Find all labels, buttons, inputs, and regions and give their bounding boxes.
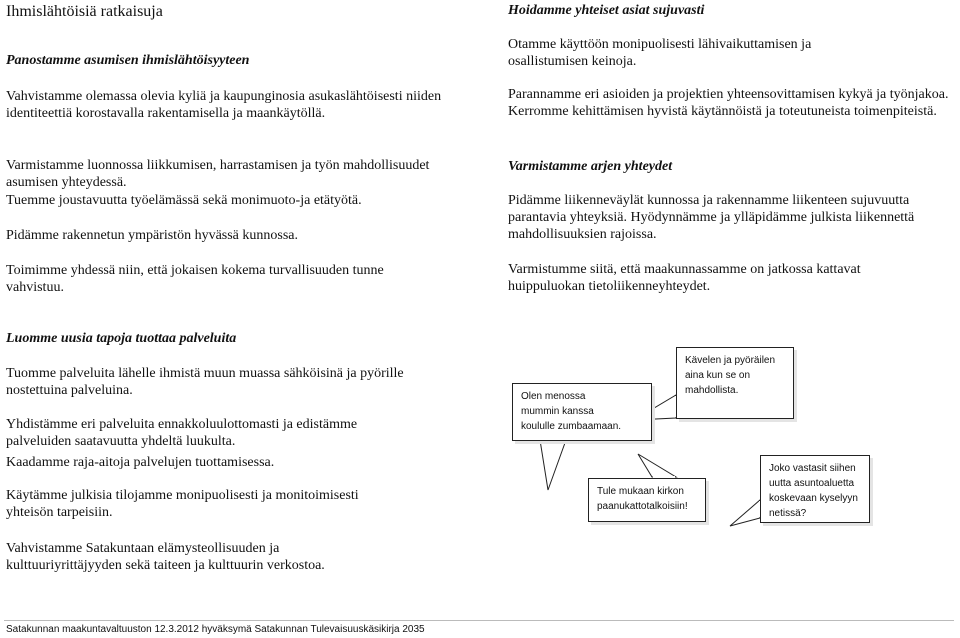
section-heading-connections: Varmistamme arjen yhteydet xyxy=(508,159,673,174)
speech-bubble-text: Tule mukaan kirkon paanukattotalkoisiin! xyxy=(597,486,688,512)
services-paragraph-1: Tuomme palveluita lähelle ihmistä muun muassa sähköisinä ja pyörille nostettuina palveluina. xyxy=(6,366,404,398)
speech-bubble-text: Olen menossa mummin kanssa koululle zumbaamaan. xyxy=(521,391,622,432)
speech-bubble-zumba xyxy=(512,383,652,441)
common-affairs-paragraph-1: Otamme käyttöön monipuolisesti lähivaikuttamisen ja osallistumisen keinoja. xyxy=(508,37,812,69)
speech-bubble-text: Kävelen ja pyöräilen aina kun se on mahdollista. xyxy=(685,355,776,396)
footer-divider xyxy=(4,620,954,621)
housing-paragraph-4: Pidämme rakennetun ympäristön hyvässä kunnossa. xyxy=(6,228,299,243)
services-paragraph-4: Käytämme julkisia tilojamme monipuolisesti ja monitoimisesti yhteisön tarpeisiin. xyxy=(6,488,359,520)
services-paragraph-5: Vahvistamme Satakuntaan elämysteollisuuden ja kulttuuriyrittäjyyden sekä taiteen ja kulttuurin verkostoa. xyxy=(6,541,325,573)
page-footer: Satakunnan maakuntavaltuuston 12.3.2012 hyväksymä Satakunnan Tulevaisuuskäsikirja 2035 xyxy=(6,624,425,635)
section-heading-common-affairs: Hoidamme yhteiset asiat sujuvasti xyxy=(508,3,705,18)
connections-paragraph-2: Varmistumme siitä, että maakunnassamme on jatkossa kattavat huippuluokan tietoliikenneyhteydet. xyxy=(508,262,861,294)
section-heading-services: Luomme uusia tapoja tuottaa palveluita xyxy=(6,331,237,346)
speech-bubble-text: Joko vastasit siihen uutta asuntoaluetta koskevaan kyselyyn netissä? xyxy=(769,463,858,519)
connections-paragraph-1: Pidämme liikenneväylät kunnossa ja rakennamme liikenteen sujuvuutta parantavia yhteyksiä. Hyödynnämme ja ylläpidämme julkista liikennettä mahdollisuuksien rajoissa. xyxy=(508,193,915,242)
housing-paragraph-2: Varmistamme luonnossa liikkumisen, harrastamisen ja työn mahdollisuudet asumisen yhteydessä. xyxy=(6,158,430,190)
speech-bubble-walking xyxy=(676,347,794,419)
speech-bubble-church xyxy=(588,478,706,522)
common-affairs-paragraph-2: Parannamme eri asioiden ja projektien yhteensovittamisen kykyä ja työnjakoa. Kerromme kehittämisen hyvistä käytännöistä ja toteutuneista toimenpiteistä. xyxy=(508,87,949,119)
section-heading-housing: Panostamme asumisen ihmislähtöisyyteen xyxy=(6,53,250,68)
page-title: Ihmislähtöisiä ratkaisuja xyxy=(6,3,163,20)
speech-bubble-survey xyxy=(760,455,870,523)
housing-paragraph-3: Tuemme joustavuutta työelämässä sekä monimuoto-ja etätyötä. xyxy=(6,193,362,208)
services-paragraph-2: Yhdistämme eri palveluita ennakkoluulottomasti ja edistämme palveluiden saatavuutta yhdeltä luukulta. xyxy=(6,417,358,449)
housing-paragraph-5: Toimimme yhdessä niin, että jokaisen kokema turvallisuuden tunne vahvistuu. xyxy=(6,263,384,295)
services-paragraph-3: Kaadamme raja-aitoja palvelujen tuottamisessa. xyxy=(6,455,275,470)
housing-paragraph-1: Vahvistamme olemassa olevia kyliä ja kaupunginosia asukaslähtöisesti niiden identiteettiä korostavalla rakentamisella ja maankäytöllä. xyxy=(6,89,442,121)
